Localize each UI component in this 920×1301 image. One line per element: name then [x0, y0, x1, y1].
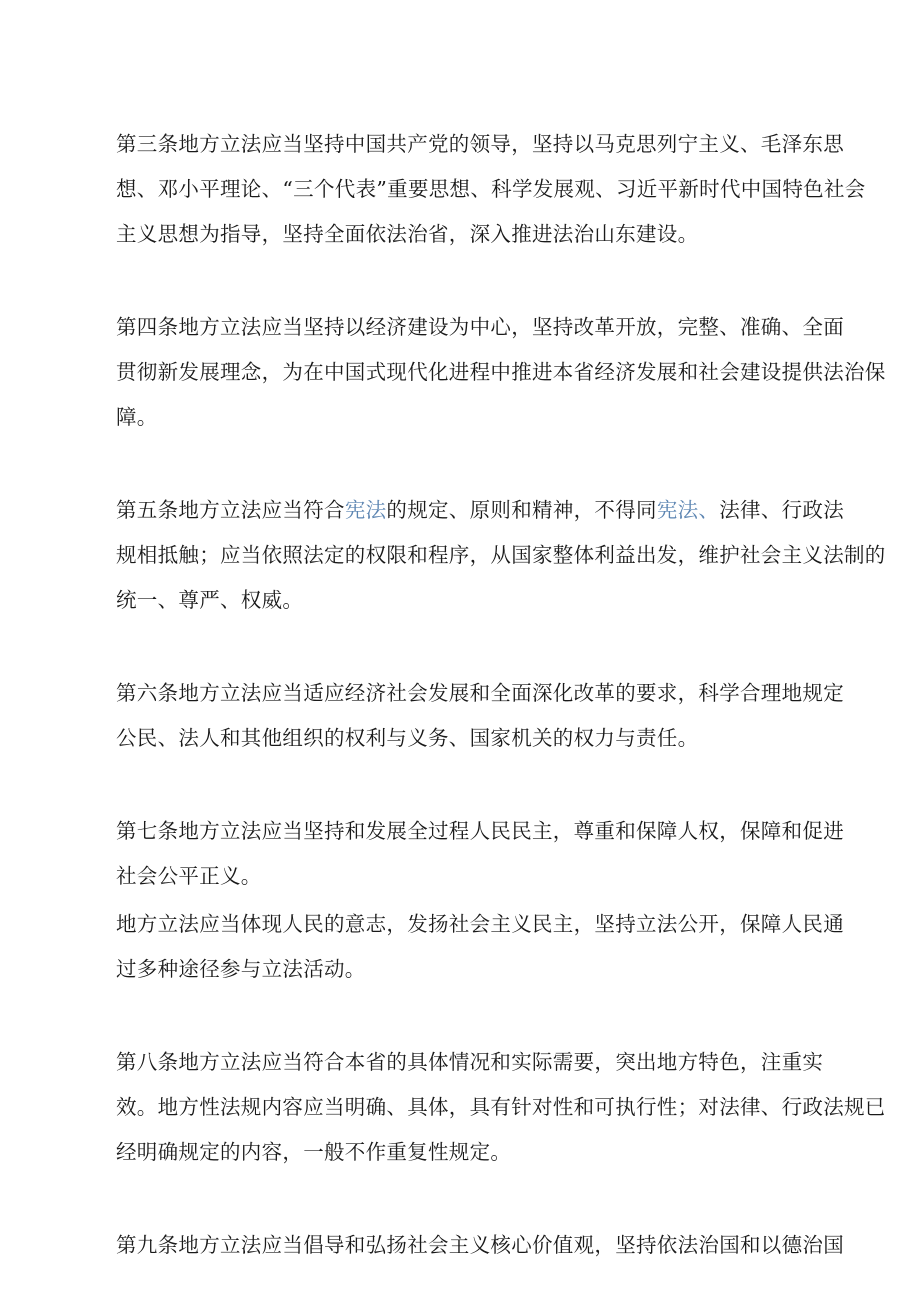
article-line: 效。地方性法规内容应当明确、具体，具有针对性和可执行性；对法律、行政法规已 [116, 1095, 886, 1119]
article-line: 地方立法应当体现人民的意志，发扬社会主义民主，坚持立法公开，保障人民通 [116, 912, 844, 936]
article-line: 第四条地方立法应当坚持以经济建设为中心，坚持改革开放，完整、准确、全面 [116, 315, 844, 339]
constitution-link[interactable]: 宪法、 [656, 498, 720, 522]
article-line: 第三条地方立法应当坚持中国共产党的领导，坚持以马克思列宁主义、毛泽东思 [116, 132, 844, 156]
article-line: 第七条地方立法应当坚持和发展全过程人民民主，尊重和保障人权，保障和促进 [116, 819, 844, 843]
article-6 [116, 671, 844, 761]
article-line: 想、邓小平理论、“三个代表”重要思想、科学发展观、习近平新时代中国特色社会 [116, 177, 866, 201]
article-line: 经明确规定的内容，一般不作重复性规定。 [116, 1140, 512, 1164]
article-line: 过多种途径参与立法活动。 [116, 957, 366, 981]
article-line: 第五条地方立法应当符合宪法的规定、原则和精神，不得同宪法、法律、行政法 [116, 498, 845, 522]
article-line: 规相抵触；应当依照法定的权限和程序，从国家整体利益出发，维护社会主义法制的 [116, 543, 886, 567]
article-5 [116, 488, 886, 623]
article-9 [116, 1223, 844, 1268]
article-line: 公民、法人和其他组织的权利与义务、国家机关的权力与责任。 [116, 726, 699, 750]
article-4 [116, 305, 886, 440]
paragraph-spacer [116, 257, 828, 305]
article-line: 主义思想为指导，坚持全面依法治省，深入推进法治山东建设。 [116, 222, 699, 246]
article-line: 第九条地方立法应当倡导和弘扬社会主义核心价值观，坚持依法治国和以德治国 [116, 1233, 844, 1257]
document-body [116, 122, 886, 1268]
constitution-link[interactable]: 宪法 [344, 498, 387, 522]
paragraph-spacer [116, 623, 828, 671]
paragraph-spacer [116, 1175, 828, 1223]
article-line: 统一、尊严、权威。 [116, 588, 304, 612]
paragraph-spacer [116, 992, 828, 1040]
paragraph-spacer [116, 761, 828, 809]
article-line: 贯彻新发展理念，为在中国式现代化进程中推进本省经济发展和社会建设提供法治保 [116, 360, 886, 384]
article-7 [116, 809, 844, 899]
paragraph-spacer [116, 440, 828, 488]
article-3 [116, 122, 866, 257]
article-line: 第八条地方立法应当符合本省的具体情况和实际需要，突出地方特色，注重实 [116, 1050, 824, 1074]
article-7-paragraph-2 [116, 902, 844, 992]
article-line: 障。 [116, 405, 158, 429]
article-line: 第六条地方立法应当适应经济社会发展和全面深化改革的要求，科学合理地规定 [116, 681, 844, 705]
article-line: 社会公平正义。 [116, 864, 262, 888]
article-8 [116, 1040, 886, 1175]
